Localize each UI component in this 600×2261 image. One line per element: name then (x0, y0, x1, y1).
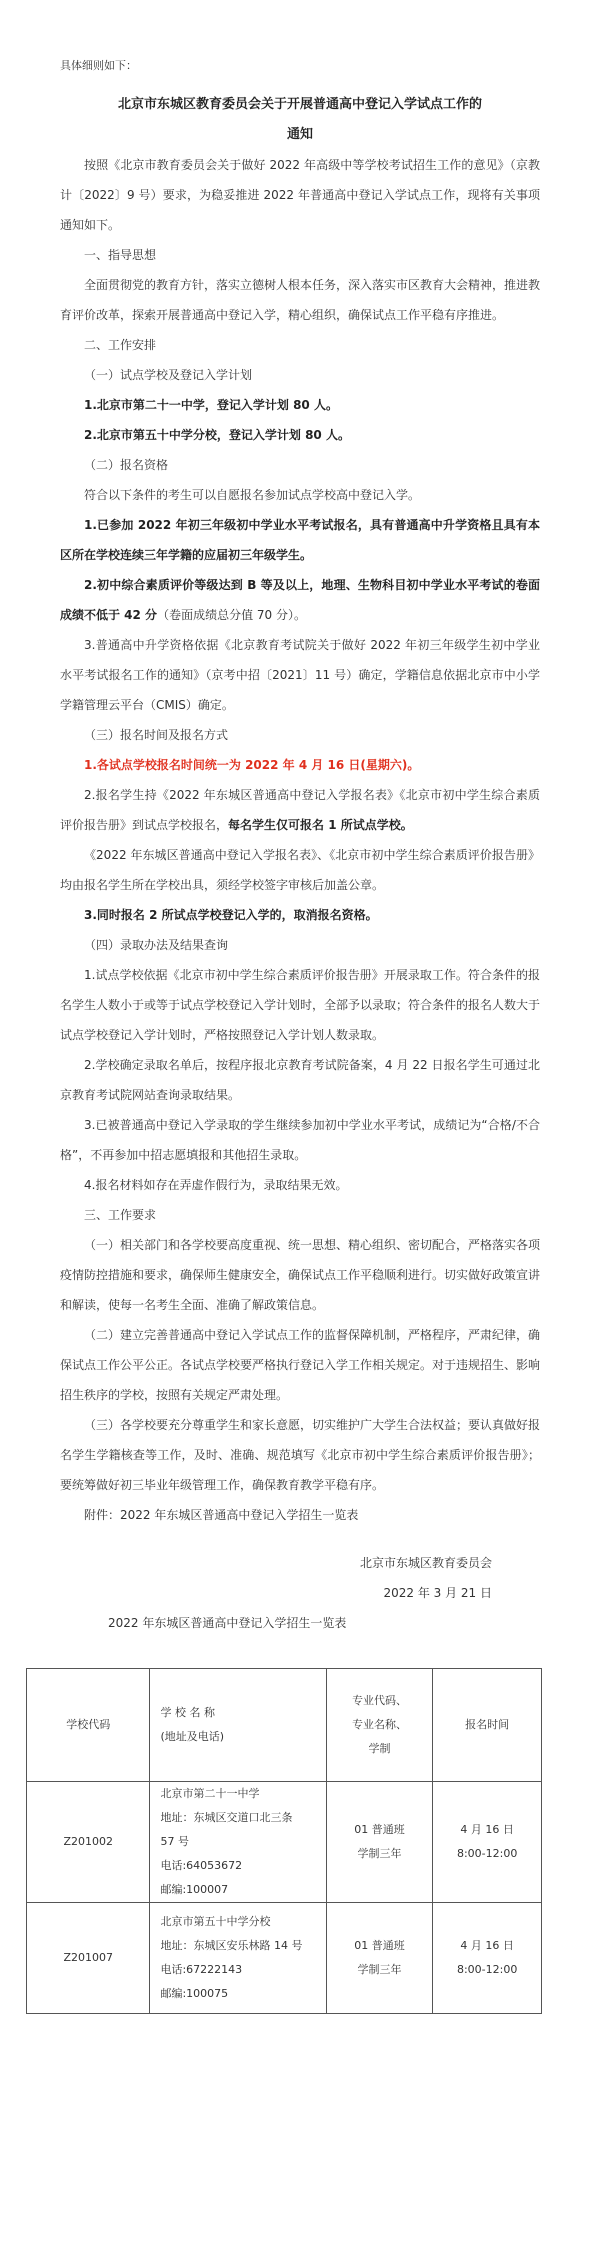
row-2-address: 地址：东城区安乐林路 14 号 (160, 1939, 303, 1952)
requirement-2: （二）建立完善普通高中登记入学试点工作的监督保障机制，严格程序，严肃纪律，确保试点工作公平公正。各试点学校要严格执行登记入学工作相关规定。对于违规招生、影响招生秩序的学校，按照有关规定严肃处理。 (60, 1328, 541, 1402)
row-1-phone: 电话:64053672 (160, 1859, 243, 1872)
row-1-address-b: 57 号 (160, 1835, 189, 1848)
pilot-school-2: 2.北京市第五十中学分校，登记入学计划 80 人。 (84, 428, 350, 442)
row-1-code: Z201002 (27, 1782, 150, 1903)
row-2-time (433, 1903, 542, 2014)
condition-2-bold: 2.初中综合素质评价等级达到 B 等及以上，地理、生物科目初中学业水平考试的卷面成绩不低于 42 分 (60, 578, 540, 622)
issuer-signature: 北京市东城区教育委员会 (359, 1556, 492, 1570)
notice-title-line-2: 通知 (286, 127, 313, 142)
enrollment-table (26, 1668, 542, 2014)
admission-rule-3: 3.已被普通高中登记入学录取的学生继续参加初中学业水平考试，成绩记为“合格/不合格”，不再参加中招志愿填报和其他招生录取。 (60, 1118, 540, 1162)
header-school-name (150, 1669, 326, 1782)
row-2-school (150, 1903, 326, 2014)
row-2-hours: 8:00-12:00 (456, 1963, 518, 1976)
registration-time: 1.各试点学校报名时间统一为 2022 年 4 月 16 日(星期六)。 (84, 758, 420, 772)
section-2-heading: 二、工作安排 (84, 338, 157, 352)
header-major-line-3: 学制 (368, 1742, 391, 1755)
row-1-name: 北京市第二十一中学 (160, 1787, 260, 1800)
row-2-code: Z201007 (27, 1903, 150, 2014)
row-2-major (326, 1903, 433, 2014)
opening-paragraph: 按照《北京市教育委员会关于做好 2022 年高级中等学校考试招生工作的意见》（京教计〔2022〕9 号）要求，为稳妥推进 2022 年普通高中登记入学试点工作，现将有关事项通知如下。 (60, 158, 540, 232)
row-2-major-a: 01 普通班 (354, 1939, 405, 1952)
eligibility-condition-1: 1.已参加 2022 年初三年级初中学业水平考试报名，具有普通高中升学资格且具有本区所在学校连续三年学籍的应届初三年级学生。 (60, 518, 540, 562)
requirement-1: （一）相关部门和各学校要高度重视、统一思想、精心组织、密切配合，严格落实各项疫情防控措施和要求，确保师生健康安全，确保试点工作平稳顺利进行。切实做好政策宣讲和解读，使每一名考生全面、准确了解政策信息。 (60, 1238, 541, 1312)
registration-method-2 (60, 780, 540, 840)
row-1-major-b: 学制三年 (357, 1847, 402, 1860)
row-1-hours: 8:00-12:00 (456, 1847, 518, 1860)
table-title: 2022 年东城区普通高中登记入学招生一览表 (108, 1616, 347, 1630)
header-major (326, 1669, 433, 1782)
header-major-line-2: 专业名称、 (351, 1718, 407, 1731)
issue-date: 2022 年 3 月 21 日 (383, 1586, 492, 1600)
header-major-line-1: 专业代码、 (351, 1694, 407, 1707)
section-2-2-heading: （二）报名资格 (84, 458, 169, 472)
row-2-phone: 电话:67222143 (160, 1963, 243, 1976)
eligibility-lead: 符合以下条件的考生可以自愿报名参加试点学校高中登记入学。 (84, 488, 421, 502)
method-2-bold: 每名学生仅可报名 1 所试点学校。 (228, 818, 413, 832)
header-registration-time: 报名时间 (433, 1669, 542, 1782)
condition-2-note: （卷面成绩总分值 70 分）。 (157, 608, 306, 622)
section-2-4-heading: （四）录取办法及结果查询 (84, 938, 229, 952)
row-1-postcode: 邮编:100007 (160, 1883, 229, 1896)
pilot-school-1: 1.北京市第二十一中学，登记入学计划 80 人。 (84, 398, 338, 412)
section-1-text: 全面贯彻党的教育方针，落实立德树人根本任务，深入落实市区教育大会精神，推进教育评价改革，探索开展普通高中登记入学，精心组织，确保试点工作平稳有序推进。 (60, 278, 541, 322)
forms-note: 《2022 年东城区普通高中登记入学报名表》、《北京市初中学生综合素质评价报告册》均由报名学生所在学校出具，须经学校签字审核后加盖公章。 (60, 848, 540, 892)
row-2-date: 4 月 16 日 (460, 1939, 514, 1952)
requirement-3: （三）各学校要充分尊重学生和家长意愿，切实维护广大学生合法权益；要认真做好报名学生学籍核查等工作，及时、准确、规范填写《北京市初中学生综合素质评价报告册》；要统筹做好初三毕业年级管理工作，确保教育教学平稳有序。 (60, 1418, 541, 1492)
header-name-line-2: (地址及电话) (160, 1730, 225, 1743)
header-school-code: 学校代码 (27, 1669, 150, 1782)
eligibility-condition-3: 3.普通高中升学资格依据《北京教育考试院关于做好 2022 年初三年级学生初中学业水平考试报名工作的通知》（京考中招〔2021〕11 号）确定，学籍信息依据北京市中小学学籍管理云平台（CMIS）确定。 (60, 638, 540, 712)
intro-text: 具体细则如下： (60, 59, 137, 72)
row-1-major (326, 1782, 433, 1903)
row-2-postcode: 邮编:100075 (160, 1987, 229, 2000)
method-2-text: 2.报名学生持《2022 年东城区普通高中登记入学报名表》《北京市初中学生综合素质评价报告册》到试点学校报名， (60, 788, 540, 832)
row-2-major-b: 学制三年 (357, 1963, 402, 1976)
row-2-name: 北京市第五十中学分校 (160, 1915, 271, 1928)
attachment-line: 附件：2022 年东城区普通高中登记入学招生一览表 (84, 1508, 359, 1522)
row-1-major-a: 01 普通班 (354, 1823, 405, 1836)
row-1-date: 4 月 16 日 (460, 1823, 514, 1836)
table-row (27, 1903, 542, 2014)
section-1-heading: 一、指导思想 (84, 248, 157, 262)
notice-title-line-1: 北京市东城区教育委员会关于开展普通高中登记入学试点工作的 (117, 97, 482, 112)
row-1-address-a: 地址：东城区交道口北三条 (160, 1811, 293, 1824)
eligibility-condition-2 (60, 570, 540, 630)
row-1-school (150, 1782, 326, 1903)
row-1-time (433, 1782, 542, 1903)
section-2-3-heading: （三）报名时间及报名方式 (84, 728, 229, 742)
admission-rule-4: 4.报名材料如存在弄虚作假行为，录取结果无效。 (84, 1178, 348, 1192)
section-2-1-heading: （一）试点学校及登记入学计划 (84, 368, 253, 382)
table-row (27, 1782, 542, 1903)
header-name-line-1: 学 校 名 称 (160, 1706, 215, 1719)
admission-rule-2: 2.学校确定录取名单后，按程序报北京教育考试院备案，4 月 22 日报名学生可通过北京教育考试院网站查询录取结果。 (60, 1058, 540, 1102)
table-header-row (27, 1669, 542, 1782)
section-3-heading: 三、工作要求 (84, 1208, 157, 1222)
registration-method-3: 3.同时报名 2 所试点学校登记入学的，取消报名资格。 (84, 908, 378, 922)
admission-rule-1: 1.试点学校依据《北京市初中学生综合素质评价报告册》开展录取工作。符合条件的报名学生人数小于或等于试点学校登记入学计划时，全部予以录取；符合条件的报名人数大于试点学校登记入学计划时，严格按照登记入学计划人数录取。 (60, 968, 541, 1042)
